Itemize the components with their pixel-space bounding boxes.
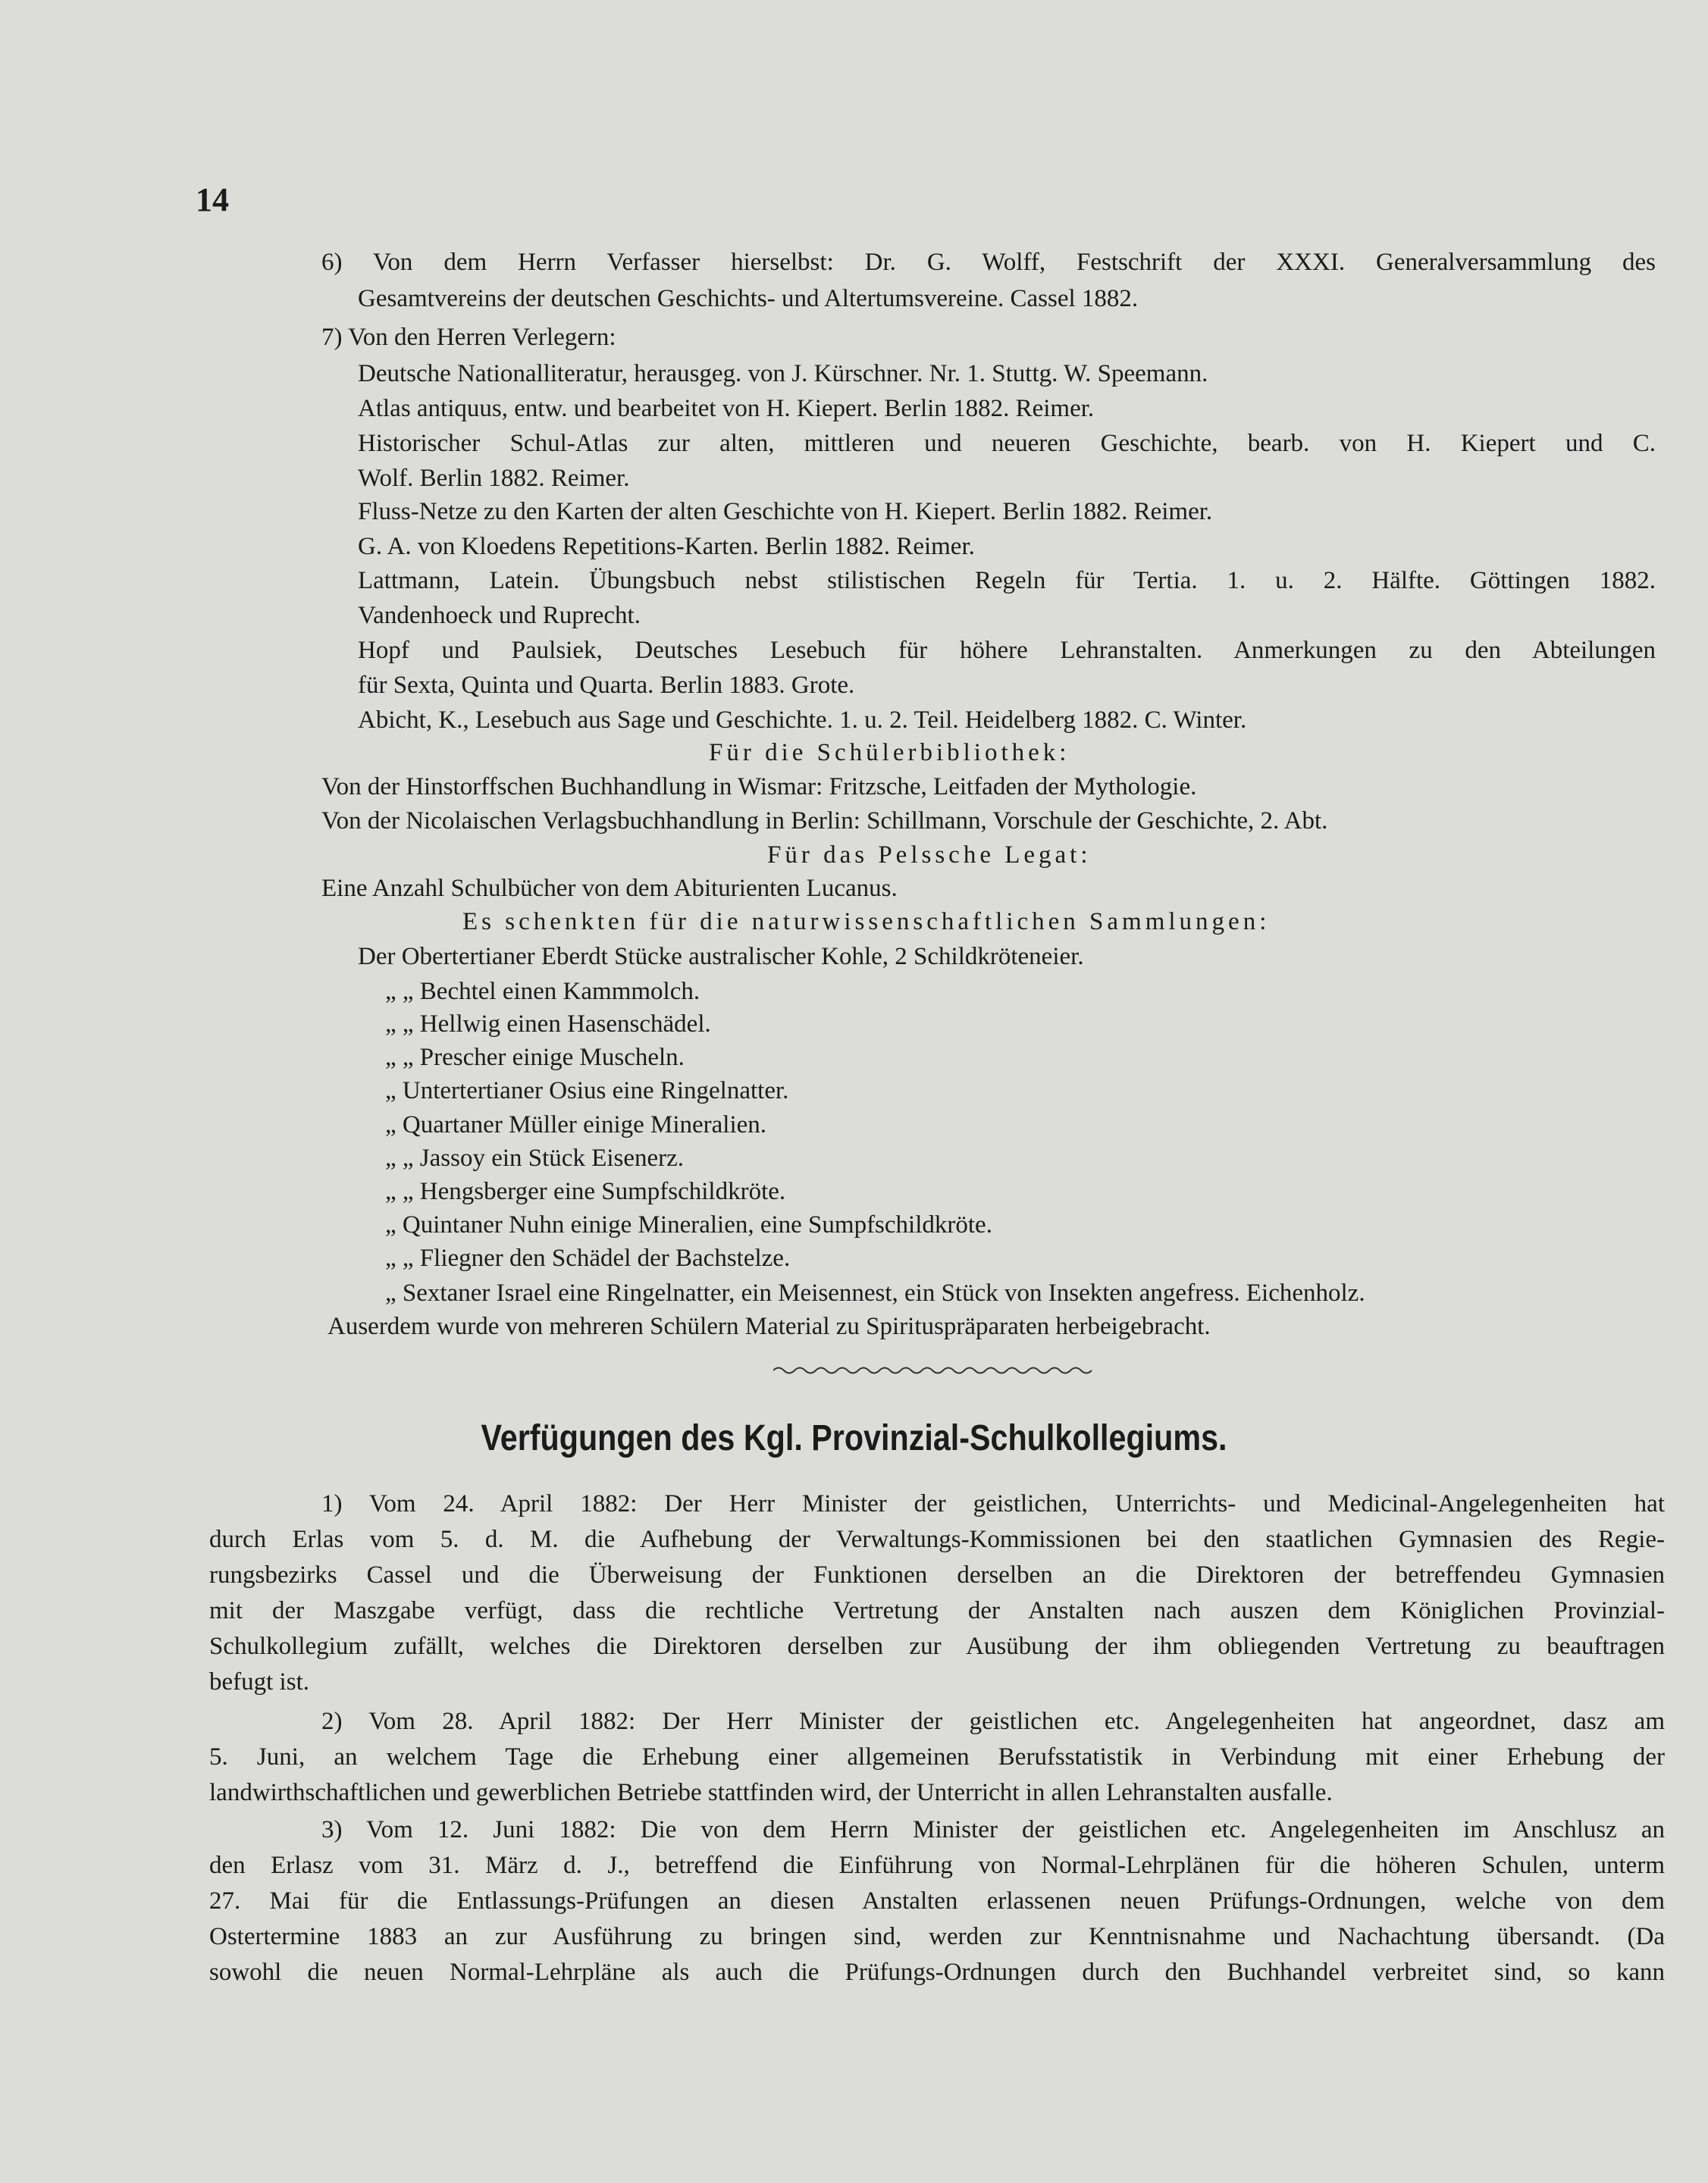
decree-line: mit der Maszgabe verfügt, dass die rechtliche Vertretung der Anstalten nach auszen dem Königlichen Provinzial- (209, 1597, 1665, 1624)
decree-line: 3) Vom 12. Juni 1882: Die von dem Herrn Minister der geistlichen etc. Angelegenheiten im Anschlusz an (321, 1816, 1665, 1843)
donation-line: „ „ Hengsberger eine Sumpfschildkröte. (385, 1178, 786, 1205)
publisher-line: Fluss-Netze zu den Karten der alten Geschichte von H. Kiepert. Berlin 1882. Reimer. (358, 498, 1213, 525)
page-number: 14 (196, 181, 229, 218)
publisher-line: Lattmann, Latein. Übungsbuch nebst stilistischen Regeln für Tertia. 1. u. 2. Hälfte. Göttingen 1882. (358, 567, 1656, 594)
publisher-line: Hopf und Paulsiek, Deutsches Lesebuch für höhere Lehranstalten. Anmerkungen zu den Abteilungen (358, 637, 1656, 664)
item6-line2: Gesamtvereins der deutschen Geschichts- und Altertumsvereine. Cassel 1882. (358, 285, 1139, 312)
closing-line: Auserdem wurde von mehreren Schülern Material zu Spirituspräparaten herbeigebracht. (327, 1313, 1211, 1340)
item7-intro: 7) Von den Herren Verlegern: (321, 324, 616, 351)
publisher-line: G. A. von Kloedens Repetitions-Karten. Berlin 1882. Reimer. (358, 533, 975, 560)
legat-heading: Für das Pelssche Legat: (767, 841, 1092, 869)
donation-line: „ Untertertianer Osius eine Ringelnatter. (385, 1077, 789, 1104)
sammlungen-heading: Es schenkten für die naturwissenschaftlichen Sammlungen: (462, 908, 1271, 935)
donation-line: „ Quintaner Nuhn einige Mineralien, eine Sumpfschildkröte. (385, 1211, 992, 1239)
publisher-line: Deutsche Nationalliteratur, herausgeg. von J. Kürschner. Nr. 1. Stuttg. W. Speemann. (358, 360, 1208, 387)
publisher-line: Historischer Schul-Atlas zur alten, mittleren und neueren Geschichte, bearb. von H. Kiepert und C. (358, 430, 1656, 457)
decree-line: den Erlasz vom 31. März d. J., betreffend die Einführung von Normal-Lehrplänen für die höheren Schulen, unterm (209, 1852, 1665, 1879)
donation-line: „ Sextaner Israel eine Ringelnatter, ein Meisennest, ein Stück von Insekten angefress. Eichenholz. (385, 1279, 1365, 1307)
decree-line: 2) Vom 28. April 1882: Der Herr Minister der geistlichen etc. Angelegenheiten hat angeordnet, dasz am (321, 1708, 1665, 1735)
publisher-line: Vandenhoeck und Ruprecht. (358, 602, 641, 629)
decree-line: 27. Mai für die Entlassungs-Prüfungen an diesen Anstalten erlassenen neuen Prüfungs-Ordnungen, welche von dem (209, 1887, 1665, 1915)
donation-line: „ Quartaner Müller einige Mineralien. (385, 1111, 767, 1138)
decree-line: landwirthschaftlichen und gewerblichen Betriebe stattfinden wird, der Unterricht in allen Lehranstalten ausfalle. (209, 1779, 1333, 1806)
donation-line: „ „ Prescher einige Muscheln. (385, 1044, 685, 1071)
donation-line: „ „ Jassoy ein Stück Eisenerz. (385, 1145, 685, 1172)
decree-line: Ostertermine 1883 an zur Ausführung zu bringen sind, werden zur Kenntnisnahme und Nachachtung übersandt. (Da (209, 1923, 1665, 1950)
donation-line: „ „ Fliegner den Schädel der Bachstelze. (385, 1245, 791, 1272)
publisher-line: für Sexta, Quinta und Quarta. Berlin 1883. Grote. (358, 672, 855, 699)
publisher-line: Abicht, K., Lesebuch aus Sage und Geschichte. 1. u. 2. Teil. Heidelberg 1882. C. Winter. (358, 706, 1247, 734)
decree-line: 5. Juni, an welchem Tage die Erhebung einer allgemeinen Berufsstatistik in Verbindung mit einer Erhebung der (209, 1743, 1665, 1771)
item6-line1: 6) Von dem Herrn Verfasser hierselbst: Dr. G. Wolff, Festschrift der XXXI. Generalversammlung des (321, 249, 1656, 276)
schuelerbibliothek-line: Von der Hinstorffschen Buchhandlung in Wismar: Fritzsche, Leitfaden der Mythologie. (321, 773, 1197, 800)
wavy-divider (773, 1364, 1099, 1377)
donation-line: Der Obertertianer Eberdt Stücke australischer Kohle, 2 Schildkröteneier. (358, 943, 1084, 970)
decree-line: sowohl die neuen Normal-Lehrpläne als auch die Prüfungs-Ordnungen durch den Buchhandel verbreitet sind, so kann (209, 1959, 1665, 1986)
legat-line: Eine Anzahl Schulbücher von dem Abiturienten Lucanus. (321, 875, 898, 902)
decree-line: 1) Vom 24. April 1882: Der Herr Minister der geistlichen, Unterrichts- und Medicinal-Angelegenheiten hat (321, 1490, 1665, 1517)
decree-line: rungsbezirks Cassel und die Überweisung der Funktionen derselben an die Direktoren der betreffendeu Gymnasien (209, 1561, 1665, 1589)
decree-line: Schulkollegium zufällt, welches die Direktoren derselben zur Ausübung der ihm obliegenden Vertretung zu beauftragen (209, 1633, 1665, 1660)
decree-line: befugt ist. (209, 1668, 309, 1696)
publisher-line: Wolf. Berlin 1882. Reimer. (358, 465, 630, 492)
section-heading: Verfügungen des Kgl. Provinzial-Schulkollegiums. (481, 1418, 1227, 1458)
donation-line: „ „ Bechtel einen Kammmolch. (385, 978, 700, 1005)
decree-line: durch Erlas vom 5. d. M. die Aufhebung der Verwaltungs-Kommissionen bei den staatlichen Gymnasien des Regie- (209, 1526, 1665, 1553)
schuelerbibliothek-heading: Für die Schülerbibliothek: (709, 739, 1070, 766)
donation-line: „ „ Hellwig einen Hasenschädel. (385, 1010, 711, 1038)
schuelerbibliothek-line: Von der Nicolaischen Verlagsbuchhandlung in Berlin: Schillmann, Vorschule der Geschichte, 2. Abt. (321, 807, 1328, 835)
publisher-line: Atlas antiquus, entw. und bearbeitet von H. Kiepert. Berlin 1882. Reimer. (358, 395, 1095, 422)
